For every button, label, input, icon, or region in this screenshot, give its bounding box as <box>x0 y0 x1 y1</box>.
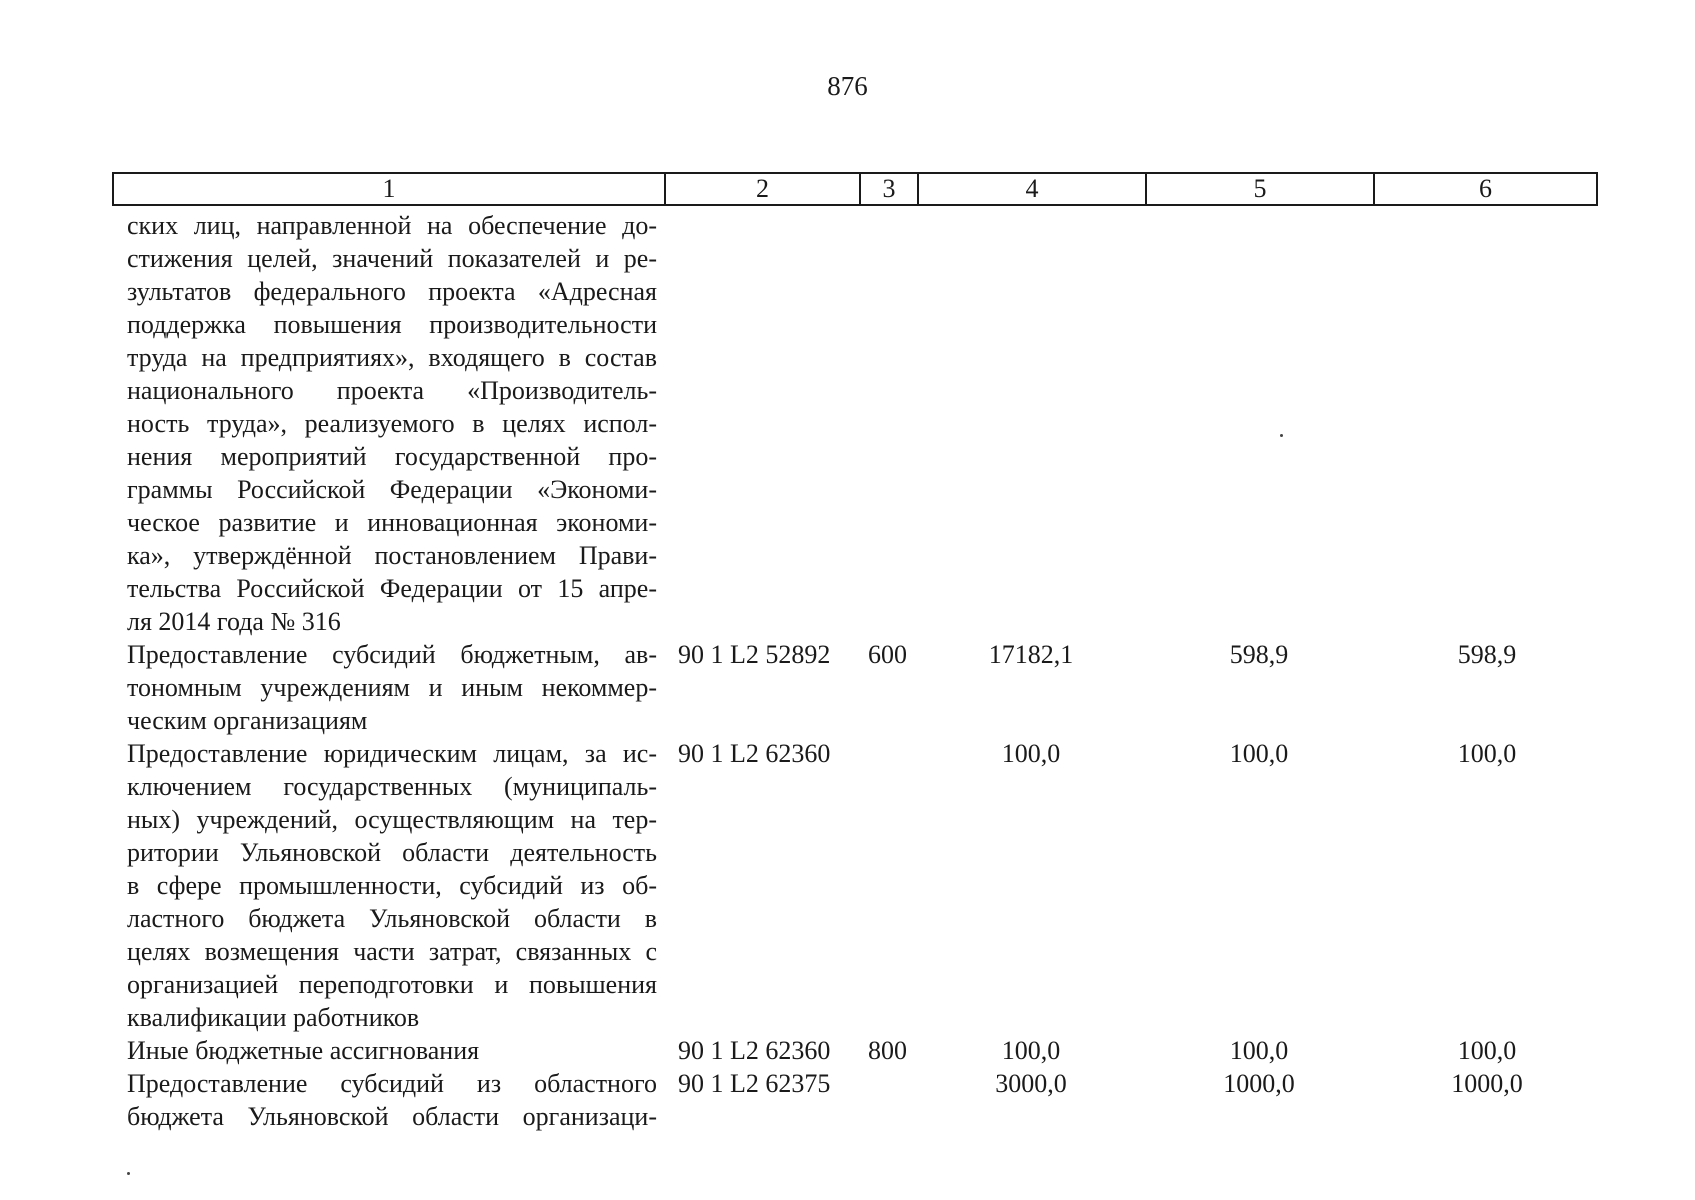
description-line: поддержка повышения производительности <box>127 310 657 339</box>
description-line: зультатов федерального проекта «Адресная <box>127 277 657 306</box>
description-line: ластного бюджета Ульяновской области в <box>127 904 657 933</box>
row-4-value-4: 3000,0 <box>995 1069 1067 1098</box>
row-3-value-4: 100,0 <box>1001 1036 1061 1065</box>
description-line: нения мероприятий государственной про- <box>127 442 657 471</box>
description-line: тономным учреждениям и иным некоммер- <box>127 673 657 702</box>
description-line: стижения целей, значений показателей и ре- <box>127 244 657 273</box>
table-body-description-column <box>127 209 657 1133</box>
row-2-value-6: 100,0 <box>1457 739 1517 768</box>
row-3-value-5: 100,0 <box>1229 1036 1289 1065</box>
row-3-value-6: 100,0 <box>1457 1036 1517 1065</box>
description-line: целях возмещения части затрат, связанных с <box>127 937 657 966</box>
description-line: ля 2014 года № 316 <box>127 607 341 636</box>
description-line: труда на предприятиях», входящего в состав <box>127 343 657 372</box>
scan-speck <box>1280 434 1283 437</box>
row-2-code: 90 1 L2 62360 <box>678 739 831 768</box>
row-1-type: 600 <box>868 640 907 669</box>
row-4-value-5: 1000,0 <box>1223 1069 1295 1098</box>
description-line: квалификации работников <box>127 1003 420 1032</box>
row-4-value-6: 1000,0 <box>1451 1069 1523 1098</box>
header-cell-5: 5 <box>1147 174 1375 204</box>
row-2-value-5: 100,0 <box>1229 739 1289 768</box>
description-line: ческое развитие и инновационная экономи- <box>127 508 657 537</box>
row-3-code: 90 1 L2 62360 <box>678 1036 831 1065</box>
description-line: ка», утверждённой постановлением Прави- <box>127 541 657 570</box>
description-line: граммы Российской Федерации «Экономи- <box>127 475 657 504</box>
row-1-value-6: 598,9 <box>1457 640 1517 669</box>
description-line: ключением государственных (муниципаль- <box>127 772 657 801</box>
header-cell-2: 2 <box>666 174 861 204</box>
description-line: ных) учреждений, осуществляющим на тер- <box>127 805 657 834</box>
row-2-value-4: 100,0 <box>1001 739 1061 768</box>
row-3-type: 800 <box>868 1036 907 1065</box>
scan-speck <box>127 1172 130 1175</box>
description-line: ских лиц, направленной на обеспечение до- <box>127 211 657 240</box>
header-cell-3: 3 <box>861 174 919 204</box>
description-line: национального проекта «Производитель- <box>127 376 657 405</box>
header-cell-1: 1 <box>114 174 666 204</box>
row-1-code: 90 1 L2 52892 <box>678 640 831 669</box>
description-line: ческим организациям <box>127 706 368 735</box>
row-1-value-5: 598,9 <box>1229 640 1289 669</box>
description-line: организацией переподготовки и повышения <box>127 970 657 999</box>
header-cell-6: 6 <box>1479 174 1492 203</box>
description-line: тельства Российской Федерации от 15 апре- <box>127 574 657 603</box>
description-line: Предоставление субсидий бюджетным, ав- <box>127 640 657 669</box>
description-line: бюджета Ульяновской области организаци- <box>127 1102 657 1131</box>
description-line: Предоставление субсидий из областного <box>127 1069 657 1098</box>
page-number: 876 <box>827 71 868 101</box>
description-line: в сфере промышленности, субсидий из об- <box>127 871 657 900</box>
description-line: Предоставление юридическим лицам, за ис- <box>127 739 657 768</box>
row-4-code: 90 1 L2 62375 <box>678 1069 831 1098</box>
description-line: ритории Ульяновской области деятельность <box>127 838 657 867</box>
description-line: ность труда», реализуемого в целях испол- <box>127 409 657 438</box>
row-1-value-4: 17182,1 <box>988 640 1074 669</box>
table-header <box>112 172 1598 206</box>
description-line: Иные бюджетные ассигнования <box>127 1036 480 1065</box>
header-cell-4: 4 <box>919 174 1147 204</box>
